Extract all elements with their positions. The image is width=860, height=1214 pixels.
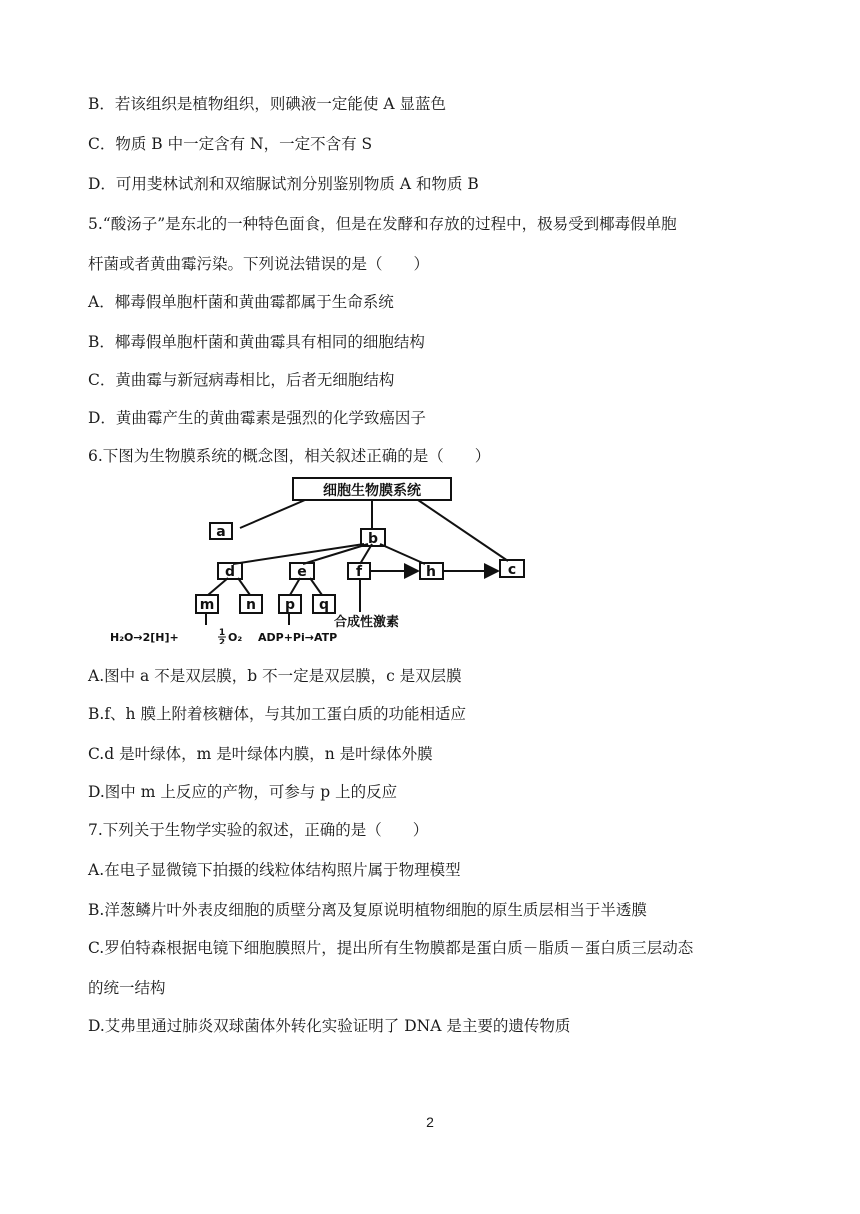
node-p: p [284, 597, 296, 613]
m-half-numerator: 1 [218, 628, 226, 638]
node-c: c [507, 562, 517, 578]
node-b: b [367, 531, 379, 547]
q6-option-c: C.d 是叶绿体，m 是叶绿体内膜，n 是叶绿体外膜 [88, 745, 433, 763]
m-half-denominator: 2 [218, 638, 226, 644]
q5-option-a: A．椰毒假单胞杆菌和黄曲霉都属于生命系统 [88, 293, 394, 311]
q7-option-c-line-1: C.罗伯特森根据电镜下细胞膜照片，提出所有生物膜都是蛋白质－脂质－蛋白质三层动态 [88, 939, 694, 957]
q5-option-d: D．黄曲霉产生的黄曲霉素是强烈的化学致癌因子 [88, 409, 426, 427]
q7-option-c-line-2: 的统一结构 [88, 979, 166, 997]
q6-option-a: A.图中 a 不是双层膜，b 不一定是双层膜，c 是双层膜 [88, 667, 462, 685]
q6-option-b: B.f、h 膜上附着核糖体，与其加工蛋白质的功能相适应 [88, 705, 466, 723]
root-label: 细胞生物膜系统 [323, 483, 421, 499]
question-7: 7.下列关于生物学实验的叙述，正确的是（ ） [88, 821, 429, 839]
node-e: e [297, 564, 307, 580]
node-h: h [426, 564, 436, 580]
question-5-line-1: 5.“酸汤子”是东北的一种特色面食，但是在发酵和存放的过程中，极易受到椰毒假单胞 [88, 215, 677, 233]
node-n: n [246, 597, 256, 613]
node-d: d [224, 564, 236, 580]
node-a: a [216, 524, 226, 540]
page-number: 2 [426, 1114, 434, 1130]
node-f: f [355, 564, 363, 580]
node-m: m [199, 597, 215, 613]
q7-option-b: B.洋葱鳞片叶外表皮细胞的质壁分离及复原说明植物细胞的原生质层相当于半透膜 [88, 901, 647, 919]
q5-option-c: C．黄曲霉与新冠病毒相比，后者无细胞结构 [88, 371, 395, 389]
line-3: D．可用斐林试剂和双缩脲试剂分别鉴别物质 A 和物质 B [88, 175, 479, 193]
q7-option-a: A.在电子显微镜下拍摄的线粒体结构照片属于物理模型 [88, 861, 461, 879]
m-reaction-label: H₂O→2[H]+ [110, 631, 179, 644]
question-5-line-2: 杆菌或者黄曲霉污染。下列说法错误的是（ ） [88, 255, 430, 273]
line-1: B．若该组织是植物组织，则碘液一定能使 A 显蓝色 [88, 95, 446, 113]
m-o2-label: O₂ [228, 631, 243, 644]
membrane-concept-diagram [100, 474, 540, 644]
q6-option-d: D.图中 m 上反应的产物，可参与 p 上的反应 [88, 783, 398, 801]
q7-option-d: D.艾弗里通过肺炎双球菌体外转化实验证明了 DNA 是主要的遗传物质 [88, 1017, 571, 1035]
node-q: q [318, 597, 330, 613]
question-6: 6.下图为生物膜系统的概念图，相关叙述正确的是（ ） [88, 447, 491, 465]
p-reaction-label: ADP+Pi→ATP [258, 631, 338, 644]
line-2: C．物质 B 中一定含有 N，一定不含有 S [88, 135, 373, 153]
f-product-label: 合成性激素 [334, 615, 400, 630]
q5-option-b: B．椰毒假单胞杆菌和黄曲霉具有相同的细胞结构 [88, 333, 425, 351]
